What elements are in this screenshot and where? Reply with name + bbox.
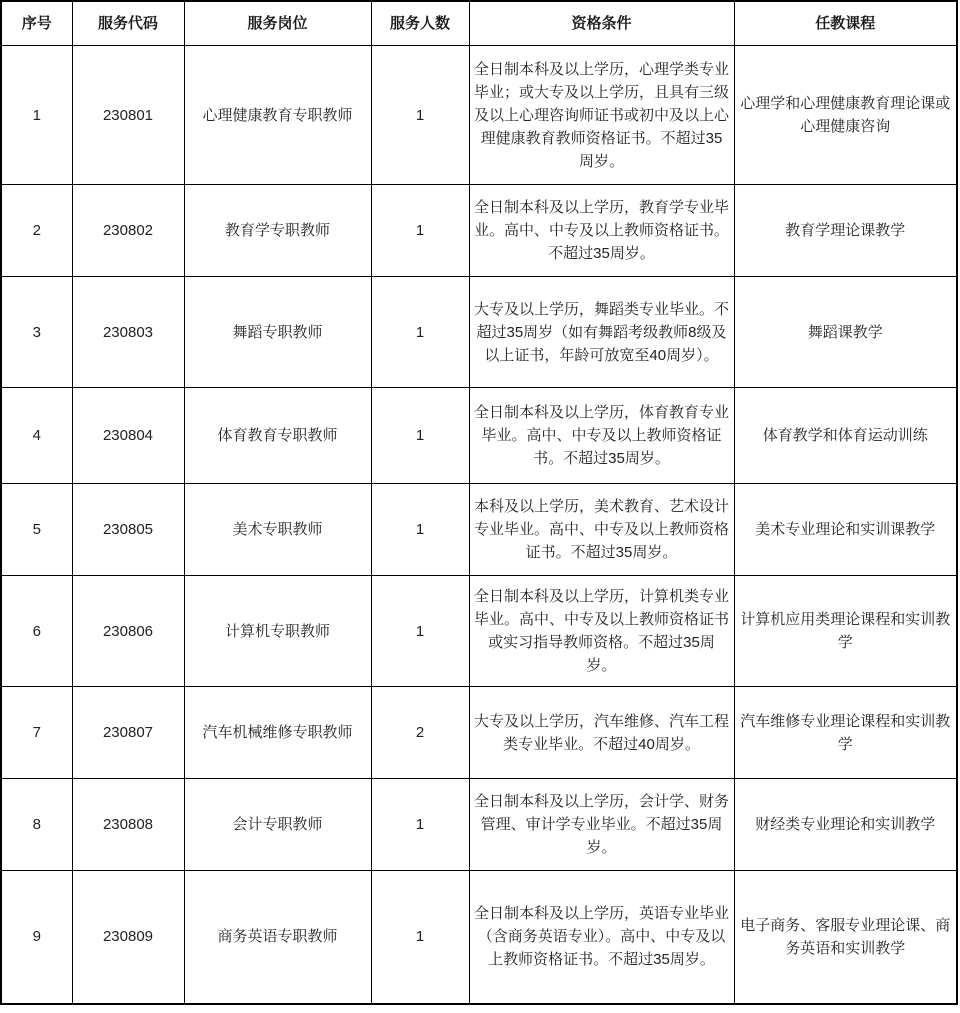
cell-qualification: 全日制本科及以上学历，英语专业毕业（含商务英语专业）。高中、中专及以上教师资格证书。不超过35周岁。 xyxy=(469,871,734,1004)
cell-service-code: 230801 xyxy=(72,46,184,185)
cell-headcount: 1 xyxy=(371,46,469,185)
table-row xyxy=(1,687,957,779)
table-row xyxy=(1,388,957,484)
cell-courses: 财经类专业理论和实训教学 xyxy=(734,779,957,871)
cell-service-position: 会计专职教师 xyxy=(184,779,371,871)
cell-qualification: 全日制本科及以上学历，心理学类专业毕业；或大专及以上学历，且具有三级及以上心理咨询师证书或初中及以上心理健康教育教师资格证书。不超过35周岁。 xyxy=(469,46,734,185)
cell-headcount: 1 xyxy=(371,871,469,1004)
cell-index: 3 xyxy=(1,277,72,388)
cell-headcount: 1 xyxy=(371,779,469,871)
column-header-index: 序号 xyxy=(1,1,72,46)
cell-index: 2 xyxy=(1,185,72,277)
cell-service-code: 230807 xyxy=(72,687,184,779)
cell-service-position: 心理健康教育专职教师 xyxy=(184,46,371,185)
column-header-headcount: 服务人数 xyxy=(371,1,469,46)
column-header-service-code: 服务代码 xyxy=(72,1,184,46)
column-header-qualification: 资格条件 xyxy=(469,1,734,46)
table-row xyxy=(1,185,957,277)
cell-service-position: 汽车机械维修专职教师 xyxy=(184,687,371,779)
cell-service-code: 230803 xyxy=(72,277,184,388)
cell-courses: 电子商务、客服专业理论课、商务英语和实训教学 xyxy=(734,871,957,1004)
cell-service-position: 美术专职教师 xyxy=(184,484,371,576)
cell-headcount: 1 xyxy=(371,484,469,576)
cell-qualification: 大专及以上学历，汽车维修、汽车工程类专业毕业。不超过40周岁。 xyxy=(469,687,734,779)
cell-headcount: 1 xyxy=(371,185,469,277)
table-row xyxy=(1,871,957,1004)
cell-courses: 教育学理论课教学 xyxy=(734,185,957,277)
cell-index: 4 xyxy=(1,388,72,484)
cell-qualification: 本科及以上学历，美术教育、艺术设计专业毕业。高中、中专及以上教师资格证书。不超过35周岁。 xyxy=(469,484,734,576)
column-header-service-position: 服务岗位 xyxy=(184,1,371,46)
cell-index: 9 xyxy=(1,871,72,1004)
cell-service-code: 230804 xyxy=(72,388,184,484)
cell-courses: 舞蹈课教学 xyxy=(734,277,957,388)
cell-headcount: 1 xyxy=(371,576,469,687)
cell-qualification: 大专及以上学历，舞蹈类专业毕业。不超过35周岁（如有舞蹈考级教师8级及以上证书，年龄可放宽至40周岁）。 xyxy=(469,277,734,388)
cell-service-code: 230802 xyxy=(72,185,184,277)
cell-service-code: 230805 xyxy=(72,484,184,576)
cell-qualification: 全日制本科及以上学历，体育教育专业毕业。高中、中专及以上教师资格证书。不超过35周岁。 xyxy=(469,388,734,484)
cell-service-code: 230806 xyxy=(72,576,184,687)
cell-service-position: 商务英语专职教师 xyxy=(184,871,371,1004)
cell-service-position: 教育学专职教师 xyxy=(184,185,371,277)
cell-service-code: 230809 xyxy=(72,871,184,1004)
cell-service-code: 230808 xyxy=(72,779,184,871)
cell-service-position: 舞蹈专职教师 xyxy=(184,277,371,388)
cell-courses: 美术专业理论和实训课教学 xyxy=(734,484,957,576)
table-row xyxy=(1,46,957,185)
cell-index: 5 xyxy=(1,484,72,576)
cell-courses: 计算机应用类理论课程和实训教学 xyxy=(734,576,957,687)
cell-service-position: 计算机专职教师 xyxy=(184,576,371,687)
header-row xyxy=(1,1,957,46)
cell-index: 6 xyxy=(1,576,72,687)
cell-courses: 体育教学和体育运动训练 xyxy=(734,388,957,484)
table-row xyxy=(1,484,957,576)
cell-index: 7 xyxy=(1,687,72,779)
cell-index: 1 xyxy=(1,46,72,185)
cell-qualification: 全日制本科及以上学历，计算机类专业毕业。高中、中专及以上教师资格证书或实习指导教师资格。不超过35周岁。 xyxy=(469,576,734,687)
table-row xyxy=(1,277,957,388)
cell-courses: 汽车维修专业理论课程和实训教学 xyxy=(734,687,957,779)
column-header-courses: 任教课程 xyxy=(734,1,957,46)
cell-service-position: 体育教育专职教师 xyxy=(184,388,371,484)
cell-qualification: 全日制本科及以上学历，教育学专业毕业。高中、中专及以上教师资格证书。不超过35周岁。 xyxy=(469,185,734,277)
table-row xyxy=(1,779,957,871)
cell-headcount: 1 xyxy=(371,388,469,484)
cell-qualification: 全日制本科及以上学历，会计学、财务管理、审计学专业毕业。不超过35周岁。 xyxy=(469,779,734,871)
cell-headcount: 2 xyxy=(371,687,469,779)
cell-courses: 心理学和心理健康教育理论课或心理健康咨询 xyxy=(734,46,957,185)
cell-headcount: 1 xyxy=(371,277,469,388)
table-row xyxy=(1,576,957,687)
cell-index: 8 xyxy=(1,779,72,871)
